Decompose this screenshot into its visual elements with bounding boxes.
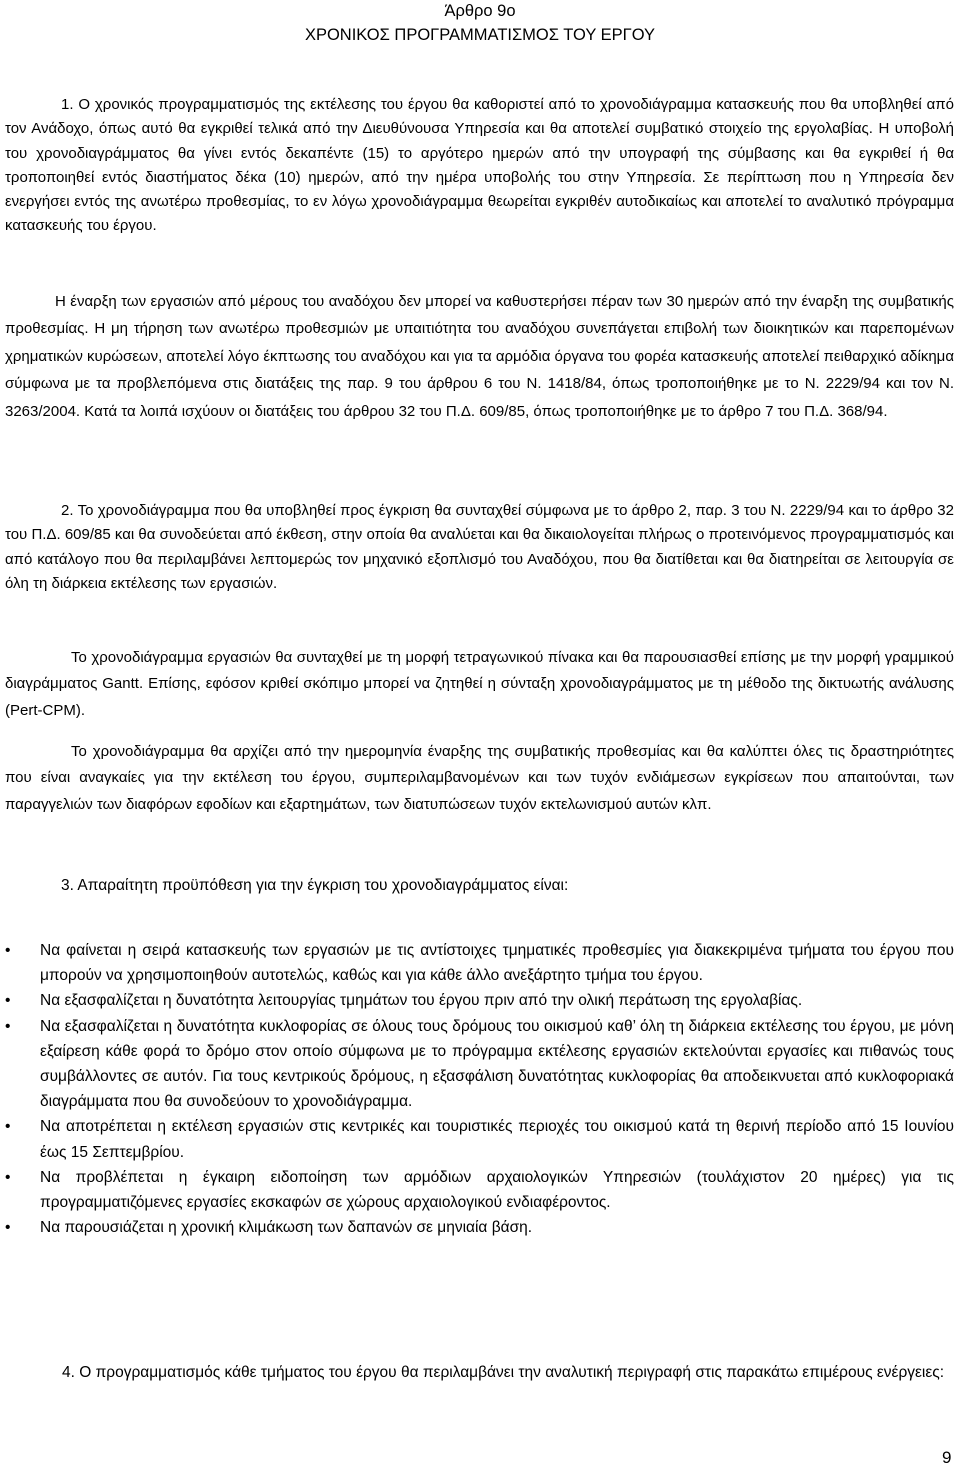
bullet-icon: • — [5, 1219, 11, 1237]
article-number: Άρθρο 9ο — [444, 2, 516, 20]
paragraph-6: 3. Απαραίτητη προϋπόθεση για την έγκριση του χρονοδιαγράμματος είναι: — [61, 877, 569, 894]
bullet-icon: • — [5, 1118, 11, 1136]
list-item: • Να φαίνεται η σειρά κατασκευής των εργασιών με τις αντίστοιχες τμηματικές προθεσμίες για διακεκριμένα τμήματα του έργου που μπορούν να χρησιμοποιηθούν αυτοτελώς, καθώς και για κάθε άλλο ανεξάρτητο τμήμα του έργου. — [5, 938, 954, 988]
list-item: • Να αποτρέπεται η εκτέλεση εργασιών στις κεντρικές και τουριστικές περιοχές του οικισμού κατά τη θερινή περίοδο από 15 Ιουνίου έως 15 Σεπτεμβρίου. — [5, 1114, 954, 1164]
list-item: • Να εξασφαλίζεται η δυνατότητα κυκλοφορίας σε όλους τους δρόμους του οικισμού καθ’ όλη τη διάρκεια εκτέλεσης του έργου, με μόνη εξαίρεση κάθε φορά το δρόμο στον οποίο σύμφωνα με το πρόγραμμα εκτέλεσης εργασιών εκτελούνται εργασίες και πιθανώς τους συμβάλλοντες σε αυτόν. Για τους κεντρικούς δρόμους, η εξασφάλιση δυνατότητας κυκλοφορίας θα αποδεικνυεται από κυκλοφοριακά διαγράμματα που θα συνοδεύουν το χρονοδιάγραμμα. — [5, 1014, 954, 1115]
list-item: • Να παρουσιάζεται η χρονική κλιμάκωση των δαπανών σε μηνιαία βάση. — [5, 1215, 954, 1240]
paragraph-7: 4. Ο προγραμματισμός κάθε τμήματος του έργου θα περιλαμβάνει την αναλυτική περιγραφή στις παρακάτω επιμέρους ενέργειες: — [62, 1364, 945, 1381]
bullet-icon: • — [5, 1168, 11, 1186]
paragraph-5: Το χρονοδιάγραμμα θα αρχίζει από την ημερομηνία έναρξης της συμβατικής προθεσμίας και θα καλύπτει όλες τις δραστηριότητες που είναι αναγκαίες για την εκτέλεση του έργου, συμπεριλαμβανομένων και των τυχόν ενδιάμεσων εγκρίσεων που απαιτούνται, των παραγγελιών των διαφόρων εφοδίων και εξαρτημάτων, των διατυπώσεων τυχόν εκτελωνισμού αυτών κλπ. — [5, 743, 954, 813]
requirements-list — [5, 938, 954, 1240]
paragraph-3: 2. Το χρονοδιάγραμμα που θα υποβληθεί προς έγκριση θα συνταχθεί σύμφωνα με το άρθρο 2, παρ. 3 του Ν. 2229/94 και το άρθρο 32 του Π.Δ. 609/85 και θα συνοδεύεται από έκθεση, στην οποία θα αναλύεται και θα δικαιολογείται πλήρως ο προτεινόμενος προγραμματισμός και από κατάλογο που θα περιλαμβάνει λεπτομερώς τον μηχανικό εξοπλισμό του Αναδόχου, που θα διατίθεται και θα διατηρείται σε λειτουργία σε όλη τη διάρκεια εκτέλεσης των εργασιών. — [5, 502, 954, 592]
page-number: 9 — [942, 1448, 952, 1467]
bullet-icon: • — [5, 942, 11, 959]
paragraph-4: Το χρονοδιάγραμμα εργασιών θα συνταχθεί με τη μορφή τετραγωνικού πίνακα και θα παρουσιασθεί επίσης με την μορφή γραμμικού διαγράμματος Gantt. Επίσης, εφόσον κριθεί σκόπιμο μπορεί να ζητηθεί η σύνταξη χρονοδιαγράμματος με τη μέθοδο της δικτυωτής ανάλυσης (Pert-CPM). — [5, 649, 954, 719]
paragraph-1: 1. Ο χρονικός προγραμματισμός της εκτέλεσης του έργου θα καθοριστεί από το χρονοδιάγραμμα κατασκευής που θα υποβληθεί από τον Ανάδοχο, όπως αυτό θα εγκριθεί τελικά από την Διευθύνουσα Υπηρεσία και θα αποτελεί συμβατικό στοιχείο της εργολαβίας. Η υποβολή του χρονοδιαγράμματος θα γίνει εντός δεκαπέντε (15) το αργότερο ημερών από την υπογραφή της σύμβασης και θα εγκριθεί ή θα τροποποιηθεί εντός διαστήματος δέκα (10) ημερών, από την ημέρα υποβολής του στην Υπηρεσία. Σε περίπτωση που η Υπηρεσία δεν ενεργήσει εντός της ανωτέρω προθεσμίας, το εν λόγω χρονοδιάγραμμα θεωρείται εγκριθέν αυτοδικαίως και αποτελεί το αναλυτικό πρόγραμμα κατασκευής του έργου. — [5, 96, 954, 235]
bullet-icon: • — [5, 992, 11, 1010]
bullet-icon: • — [5, 1017, 11, 1035]
article-title: ΧΡΟΝΙΚΟΣ ΠΡΟΓΡΑΜΜΑΤΙΣΜΟΣ ΤΟΥ ΕΡΓΟΥ — [304, 26, 656, 44]
list-item: • Να προβλέπεται η έγκαιρη ειδοποίηση των αρμόδιων αρχαιολογικών Υπηρεσιών (τουλάχιστον 20 ημέρες) για τις προγραμματιζόμενες εργασίες εκσκαφών σε χώρους αρχαιολογικού ενδιαφέροντος. — [5, 1165, 954, 1215]
paragraph-2: Η έναρξη των εργασιών από μέρους του αναδόχου δεν μπορεί να καθυστερήσει πέραν των 30 ημερών από την έναρξη της συμβατικής προθεσμίας. Η μη τήρηση των ανωτέρω προθεσμιών με υπαιτιότητα του αναδόχου συνεπάγεται επιβολή των διοικητικών και παρεπομένων χρηματικών κυρώσεων, αποτελεί λόγο έκπτωσης του αναδόχου και για τα αρμόδια όργανα του φορέα κατασκευής αποτελεί πειθαρχικό αδίκημα σύμφωνα με τα προβλεπόμενα στις διατάξεις της παρ. 9 του άρθρου 6 του Ν. 1418/84, όπως τροποποιήθηκε με το Ν. 2229/94 και τον Ν. 3263/2004. Κατά τα λοιπά ισχύουν οι διατάξεις του άρθρου 32 του Π.Δ. 609/85, όπως τροποποιήθηκε με το άρθρο 7 του Π.Δ. 368/94. — [5, 293, 954, 420]
list-item: • Να εξασφαλίζεται η δυνατότητα λειτουργίας τμημάτων του έργου πριν από την ολική περάτωση της εργολαβίας. — [5, 988, 954, 1013]
